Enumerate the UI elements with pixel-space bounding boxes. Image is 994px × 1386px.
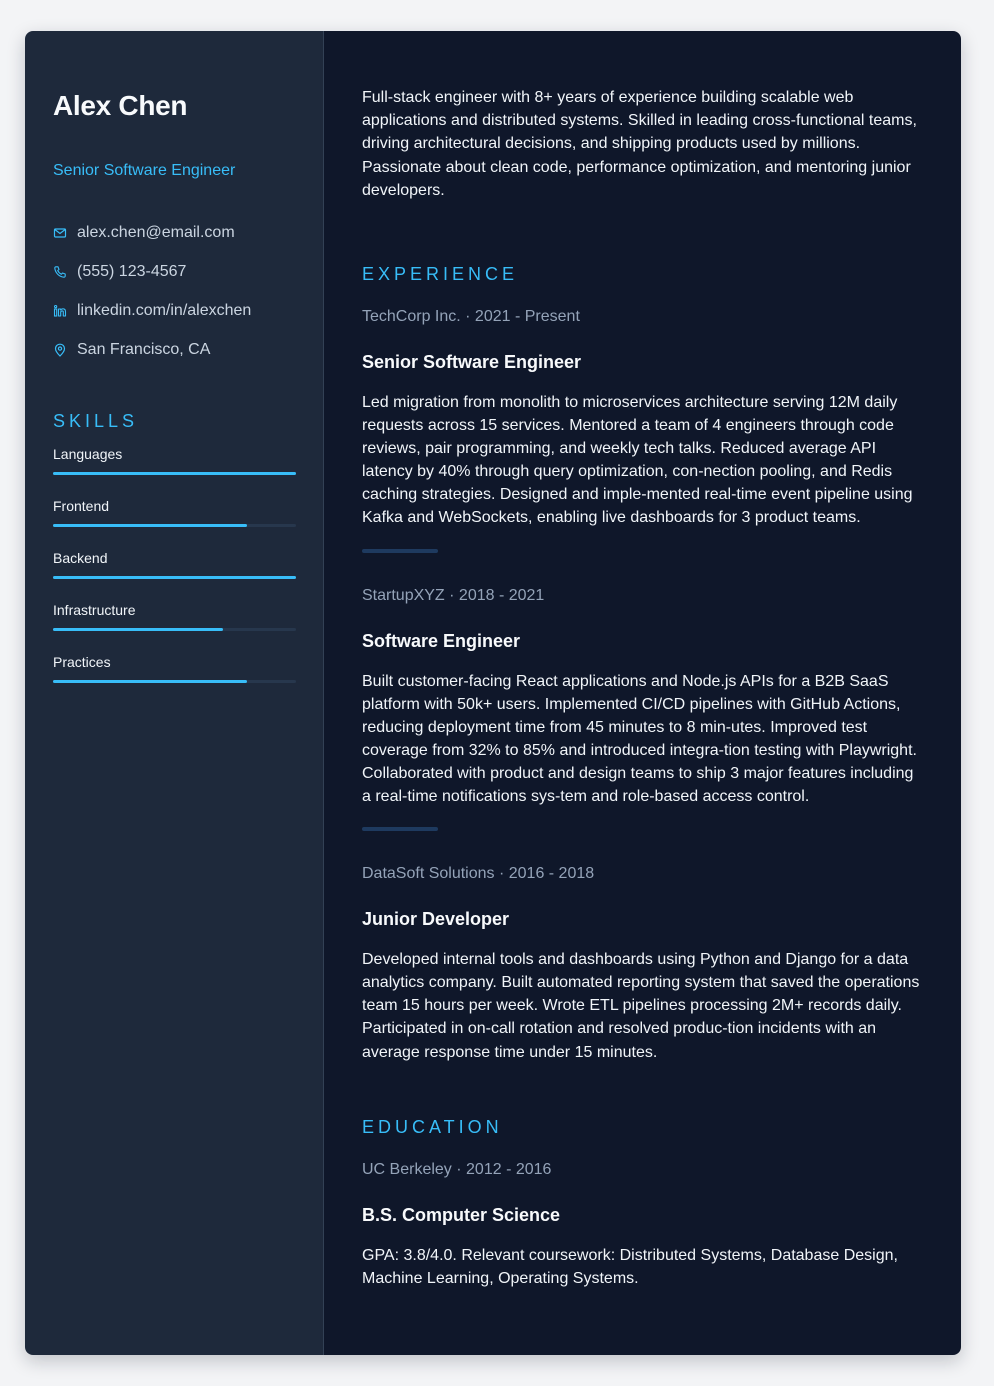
contact-phone[interactable] — [53, 262, 295, 282]
skill-bar-fill — [53, 628, 223, 631]
skill-languages — [53, 446, 295, 498]
job-meta: TechCorp Inc. · 2021 - Present — [362, 308, 580, 326]
resume-card — [25, 31, 961, 1355]
skill-frontend — [53, 498, 295, 550]
phone-icon — [53, 265, 67, 279]
profile-title: Senior Software Engineer — [53, 162, 236, 179]
job-divider — [362, 827, 438, 831]
education-entry — [362, 1160, 923, 1290]
skill-bar — [53, 472, 296, 475]
job-entry — [362, 864, 923, 1063]
job-description: Developed internal tools and dashboards using Python and Django for a data analytics company. Built automated reporting system that saved the operations team 15 hours per week. Wrote ETL pipelines processing 2M+ records daily. Participated in on-call rotation and resolved produc-tion incidents with an average response time under 15 minutes. — [362, 951, 920, 1061]
contact-email[interactable] — [53, 223, 295, 243]
profile-name: Alex Chen — [53, 90, 188, 121]
job-meta: DataSoft Solutions · 2016 - 2018 — [362, 865, 595, 883]
profile-summary: Full-stack engineer with 8+ years of experience building scalable web applications and distributed systems. Skilled in leading cross-functional teams, driving architectural decisions, and shipping products used by millions. Passionate about clean code, performance optimization, and mentoring junior developers. — [362, 89, 917, 199]
contact-linkedin[interactable] — [53, 301, 295, 321]
skill-label: Languages — [53, 446, 123, 462]
job-title: Software Engineer — [362, 630, 521, 651]
education-meta: UC Berkeley · 2012 - 2016 — [362, 1160, 552, 1178]
skill-practices — [53, 654, 295, 706]
job-description: Built customer-facing React applications and Node.js APIs for a B2B SaaS platform with 50k+ users. Implemented CI/CD pipelines with GitHub Actions, reducing deployment time from 45 minutes to 8 min-utes. Improved test coverage from 32% to 85% and introduced integra-tion testing with Playwright. Collaborated with product and design teams to ship 3 major features including a real-time notifications sys-tem and role-based access control. — [362, 672, 917, 806]
location-pin-icon — [53, 343, 67, 357]
job-title: Senior Software Engineer — [362, 352, 582, 373]
skill-label: Backend — [53, 550, 108, 566]
skills-heading: SKILLS — [53, 411, 139, 431]
skill-backend — [53, 550, 295, 602]
job-title: Junior Developer — [362, 909, 510, 930]
skill-bar — [53, 576, 296, 579]
contact-list — [53, 223, 295, 360]
contact-linkedin-text: linkedin.com/in/alexchen — [77, 302, 252, 319]
skill-bar-fill — [53, 524, 247, 527]
skill-label: Frontend — [53, 498, 110, 514]
skill-bar — [53, 524, 296, 527]
linkedin-icon — [53, 304, 67, 318]
job-entry — [362, 586, 923, 809]
sidebar — [25, 31, 324, 1355]
job-meta: StartupXYZ · 2018 - 2021 — [362, 586, 545, 604]
contact-phone-text: (555) 123-4567 — [77, 263, 187, 280]
job-description: Led migration from monolith to microservices architecture serving 12M daily requests across 15 services. Mentored a team of 4 engineers through code reviews, pair programming, and weekly tech talks. Reduced average API latency by 40% through query optimization, con-nection pooling, and Redis caching strategies. Designed and imple-mented real-time event pipeline using Kafka and WebSockets, enabling live dashboards for 3 product teams. — [362, 394, 913, 527]
education-degree: B.S. Computer Science — [362, 1204, 561, 1225]
skills-list — [53, 446, 295, 706]
skill-bar — [53, 628, 296, 631]
contact-email-text: alex.chen@email.com — [77, 224, 235, 241]
skill-label: Infrastructure — [53, 602, 136, 618]
skill-bar-fill — [53, 680, 247, 683]
skill-infrastructure — [53, 602, 295, 654]
contact-location-text: San Francisco, CA — [77, 341, 211, 358]
education-details: GPA: 3.8/4.0. Relevant coursework: Distributed Systems, Database Design, Machine Learning, Operating Systems. — [362, 1246, 898, 1287]
skill-label: Practices — [53, 654, 111, 670]
experience-heading: EXPERIENCE — [362, 264, 519, 285]
job-entry — [362, 307, 923, 530]
education-heading: EDUCATION — [362, 1116, 503, 1137]
job-divider — [362, 549, 438, 553]
contact-location — [53, 340, 295, 360]
main-content — [324, 31, 961, 1355]
mail-icon — [53, 226, 67, 240]
skill-bar-fill — [53, 576, 296, 579]
skill-bar-fill — [53, 472, 296, 475]
skill-bar — [53, 680, 296, 683]
